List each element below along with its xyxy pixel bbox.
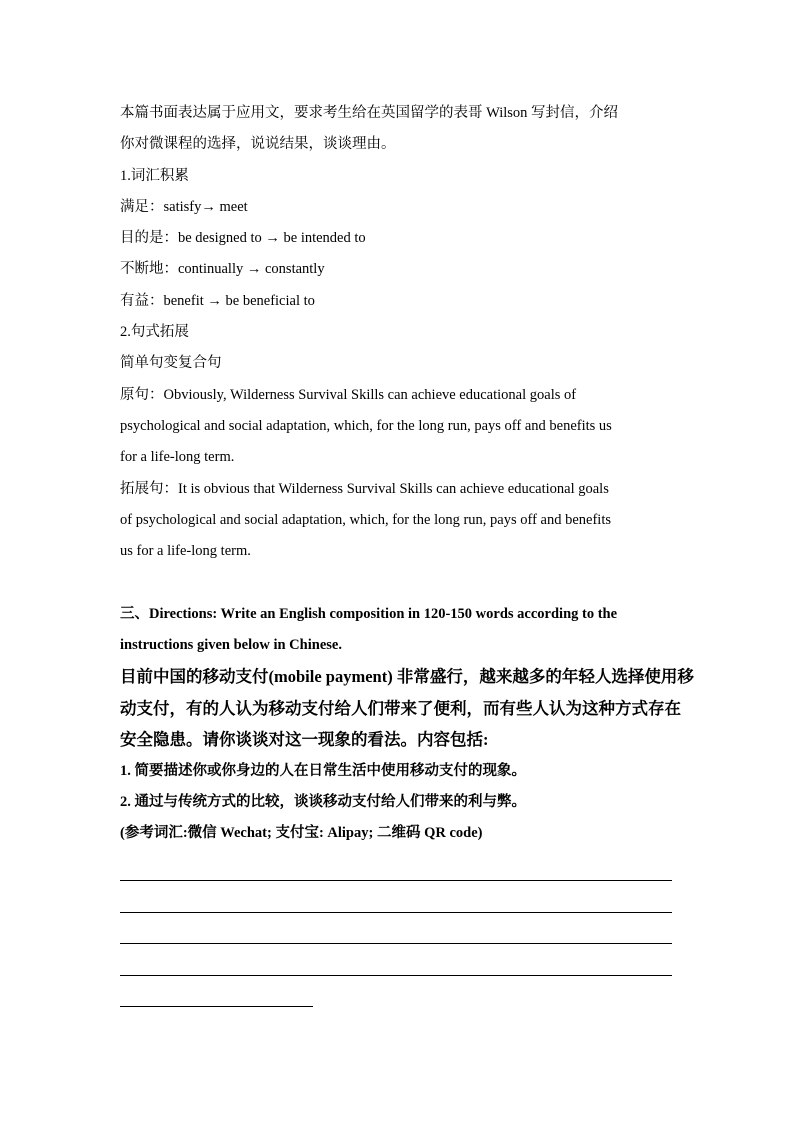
task-point-2: 2. 通过与传统方式的比较，谈谈移动支付给人们带来的利与弊。 <box>120 794 526 811</box>
directions-line-2: instructions given below in Chinese. <box>120 637 342 654</box>
task-body-line: 目前中国的移动支付(mobile payment) 非常盛行，越来越多的年轻人选择使用移 <box>120 667 694 687</box>
original-sentence-line: 原句：Obviously, Wilderness Survival Skills can achieve educational goals of <box>120 386 577 403</box>
expanded-sentence-line: of psychological and social adaptation, which, for the long run, pays off and benefits <box>120 511 611 528</box>
vocab-heading: 1.词汇积累 <box>120 167 189 184</box>
task-body-line: 安全隐患。请你谈谈对这一现象的看法。内容包括: <box>120 730 489 750</box>
intro-line-1: 本篇书面表达属于应用文，要求考生给在英国留学的表哥 Wilson 写封信，介绍 <box>120 105 619 121</box>
intro-line-2: 你对微课程的选择，说说结果，谈谈理由。 <box>120 136 396 153</box>
document-page <box>120 98 694 1007</box>
reference-vocab: (参考词汇:微信 Wechat; 支付宝: Alipay; 二维码 QR code) <box>120 825 483 842</box>
sentence-subheading: 简单句变复合句 <box>120 355 222 372</box>
sentence-heading: 2.句式拓展 <box>120 324 189 341</box>
vocab-item: 满足：satisfy→ meet <box>120 198 248 215</box>
section-spacer <box>120 567 680 598</box>
expanded-sentence-line: 拓展句：It is obvious that Wilderness Survival Skills can achieve educational goals <box>120 480 609 497</box>
expanded-sentence-line: us for a life-long term. <box>120 543 251 560</box>
answer-line-short[interactable] <box>120 976 680 1008</box>
task-point-1: 1. 简要描述你或你身边的人在日常生活中使用移动支付的现象。 <box>120 762 526 779</box>
answer-line[interactable] <box>120 881 680 913</box>
vocab-item: 不断地：continually → constantly <box>120 261 325 278</box>
original-sentence-line: for a life-long term. <box>120 449 235 466</box>
vocab-item: 目的是：be designed to → be intended to <box>120 230 366 247</box>
vocab-item: 有益：benefit → be beneficial to <box>120 292 315 309</box>
answer-line[interactable] <box>120 944 680 976</box>
directions-line-1: 三、Directions: Write an English composition in 120-150 words according to the <box>120 605 618 622</box>
original-sentence-line: psychological and social adaptation, which, for the long run, pays off and benefits us <box>120 417 612 434</box>
answer-line[interactable] <box>120 913 680 945</box>
task-body-line: 动支付，有的人认为移动支付给人们带来了便利，而有些人认为这种方式存在 <box>120 698 681 718</box>
answer-line[interactable] <box>120 850 680 882</box>
